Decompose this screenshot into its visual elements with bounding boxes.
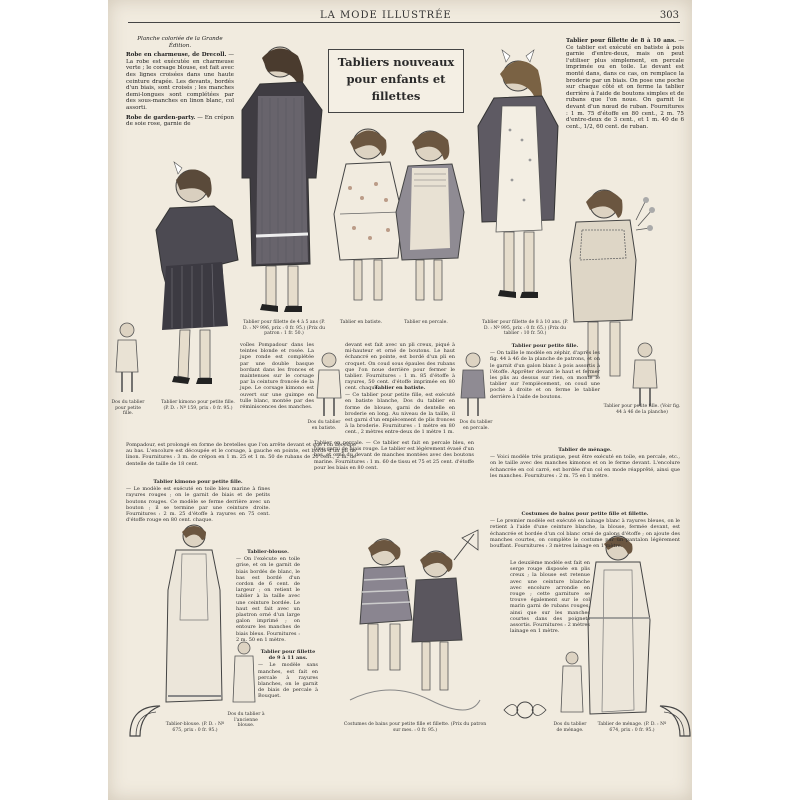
caption-dos-petite-fille: Dos du tablier pour petite fille.: [111, 400, 145, 417]
heading-kimono: Tablier kimono pour petite fille.: [153, 479, 243, 485]
title-line-1: Tabliers nouveaux: [337, 55, 455, 69]
text-batiste: [345, 384, 455, 434]
heading-tablier-blouse: Tablier-blouse.: [247, 549, 289, 555]
page-header: [120, 8, 685, 30]
plate-note: Planche coloriée de la Grande Édition.: [137, 36, 223, 49]
girl-dress-illustration: [152, 160, 247, 400]
caption-tablier-4-5: Tablier pour fillette de 4 à 5 ans (P. D. : Nº 996, prix : 0 fr. 95.) (Prix du patron : 1 fr. 50.): [242, 320, 326, 337]
body-tablier-blouse: — On l'exécute en toile grise, et on le garnit de biais bordés de blanc, le bas est bordé d'un cordon de 6 cent. de largeur ; on retient le tablier à la taille avec une ceinture bordée. Le haut est fait avec un plastron orné d'un large galon imprimé ; on entoure les manches de biais bleus. Fournitures : 2 m. 50 en 1 mètre.: [236, 556, 300, 643]
text-pompadour-prolonge: Pompadour, est prolongé en forme de bretelles que l'on arrête devant et que l'on découpe au bas. L'encolure est découpée et le corsage, à gauche en pointe, est bordé d'un pli de linon. Fournitures : 3 m. de crépon en 1 m. 25 et 1 m. 50 de rubans de 20 cent., 2 m. de dentelle de taille de 18 cent.: [126, 442, 356, 467]
right-column-text: [566, 38, 684, 130]
caption-tablier-menage: Tablier de ménage. (P. D. : Nº 674, prix : 0 fr. 95.): [597, 722, 667, 733]
robe-charmeuse-title: Robe en charmeuse, de Drecoll.: [126, 52, 227, 59]
ornament-left: [126, 700, 196, 740]
heading-menage: Tablier de ménage.: [558, 447, 612, 453]
heading-costumes-bains: Costumes de bains pour petite fille et fillette.: [521, 511, 649, 517]
back-view-percale: [458, 350, 488, 420]
text-percale: Tablier en percale. — Ce tablier est fait en percale bleu, en bleu garni de biais rouge. Le tablier est légèrement évasé d'un bas, et orné du devant de manches montées avec des boutons marine. Fournitures : 1 m. 60 de tissu et 75 et 25 cent. d'étoffe pour les biais en 80 cent.: [314, 440, 474, 471]
girl-long-apron-illustration: [474, 50, 564, 320]
bathing-costumes-illustration: [350, 530, 480, 720]
text-petite-fille: [490, 342, 600, 442]
body-kimono: — Le modèle est exécuté en toile bleu marine à fines rayures rouges ; on le garnit de biais et de petits boutons rouges. Ce modèle se ferme derrière avec un bouton ; il se termine par une ceinture droite. Fournitures : 2 m. 25 d'étoffe à rayures en 75 cent. d'étoffe rouge en 80 cent. chaque.: [126, 486, 270, 524]
tablier-8-10-text: — Ce tablier est exécuté en batiste à pois garnie d'entre-deux, mais on peut l'utiliser plus simplement, en percale imprimée ou en toile. Le devant est monté dans, dans ce cas, on remplace la broderie par un biais. On pose une poche sur chaque côté et on ferme la tablier derrière à l'aide de boutons simples et de rubans que l'on noue. On garnit le devant d'un nœud de ruban. Fournitures : 1 m. 75 d'étoffe en 80 cent., 2 m. 75 d'entre-deux de 3 cent., et 1 m. 40 de 6 cent., 1/2, 60 cent. de ruban.: [566, 38, 684, 130]
caption-dos-blouse: Dos du tablier à l'ancienne blouse.: [227, 712, 265, 729]
caption-dos-menage: Dos du tablier de ménage.: [553, 722, 587, 733]
text-costumes-bains: [490, 510, 680, 556]
text-deuxieme-modele: Le deuxième modèle est fait en serge rouge disposée en plis creux ; la blouse est retenue avec une ceinture blanche avec encolure arrondie en rouge ; cette garniture se trouve également sur le col marin garni de rubans rouges, ainsi que sur les manches courtes dans des poignets assortis. Fournitures : 2 mètres lainage en 1 mètre.: [510, 560, 590, 635]
robe-charmeuse-text: — La robe est exécutée en charmeuse verte ; le corsage blouse, est fait avec des lignes croisées dans une haute ceinture drapée. Les devants, bordés d'un biais, sont croisés ; les manches demi-longues sont complétées par des sous-manches en linon blanc, col assorti.: [126, 52, 235, 111]
caption-dos-batiste: Dos du tablier en batiste.: [307, 420, 341, 431]
ornament-right: [624, 700, 694, 740]
text-fillette-9-11: [258, 648, 318, 708]
text-menage: [490, 446, 680, 506]
back-view-batiste: [314, 350, 344, 420]
title-line-2: pour enfants et: [346, 72, 446, 86]
heading-petite-fille: Tablier pour petite fille.: [511, 343, 579, 349]
text-tablier-blouse: [236, 548, 300, 644]
caption-kimono: Tablier kimono pour petite fille. (P. D. : Nº 159, prix : 0 fr. 95.): [161, 400, 235, 411]
body-fillette-9-11: — Le modèle sans manches, est fait en percale à rayures blanches, on le garnit de biais de percale à Bouquet.: [258, 662, 318, 700]
page-number: 303: [659, 10, 679, 21]
back-view-blouse: [230, 640, 258, 710]
caption-tablier-8-10: Tablier pour fillette de 8 à 10 ans. (P. D. : Nº 995, prix : 0 fr. 65.) (Prix du tablier : 10 fr. 50.): [482, 320, 569, 337]
robe-garden-text: — En crépon de soie rose, garnie de: [126, 114, 234, 128]
section-title-box: [328, 49, 464, 113]
text-devant-pli: devant est fait avec un pli creux, piqué à mi-hauteur et orné de boutons. Le haut échancré en pointe, est bordé d'un pli en croquet. On coud sous épaules des rubans que l'on noue derrière pour fermer le tablier. Fournitures : 1 m. 85 d'étoffe à rayures, 50 cent. d'étoffe imprimée en 80 cent. chaque.: [345, 342, 455, 392]
caption-batiste: Tablier en batiste.: [339, 320, 383, 325]
left-column-text: [126, 36, 234, 128]
tall-girl-apron-illustration: [238, 38, 328, 318]
text-voiles-pompadour: voîles Pompadour dans les teintes blonde et rosée. La jupe ronde est complétée par une double basque bordant dans les fronces et maintenues sur le corsage par la ceinture froncée de la jupe. Le corsage kimono est ouvert sur une guimpe en tulle blanc, montée par des réminiscences des manches.: [240, 342, 314, 411]
tablier-blouse-illustration: [160, 520, 230, 720]
text-kimono: [126, 478, 270, 544]
body-menage: — Voici modèle très pratique, peut être exécuté en toile, en percale, etc., on le taille avec des manches kimonos et on le ferme devant. L'encolure échancrée en col carré, est bordée d'un col en mode réapprêté, ainsi que les manches. Fournitures : 2 m. 75 en 1 mètre.: [490, 454, 680, 479]
title-line-3: fillettes: [371, 89, 421, 103]
heading-batiste: Tablier en batiste.: [374, 385, 426, 391]
tablier-8-10-title: Tablier pour fillette de 8 à 10 ans.: [566, 38, 677, 44]
body-batiste: — Ce tablier pour petite fille, est exécuté en batiste blanche, Dos du tablier en forme de blouse, garni de dentelle en broderie en long. Au niveau de la taille, il est garni d'un empiècement de plis fronces à la broderie. Fournitures : 1 mètre en 80 cent., 2 mètres entre-deux de 1 mètre 1 m.: [345, 392, 455, 436]
back-view-small-girl: [630, 340, 660, 410]
header-rule: [128, 22, 680, 23]
caption-costumes-bains: Costumes de bains pour petite fille et fillette. (Prix du patron sur mes. : 0 fr. 95.): [343, 722, 487, 733]
back-view-figure-small: [112, 320, 142, 400]
caption-tablier-blouse: Tablier-blouse. (P. D. : Nº 675, prix : 0 fr. 95.): [165, 722, 225, 733]
caption-percale: Tablier en percale.: [404, 320, 448, 325]
caption-dos-percale: Dos du tablier en percale.: [459, 420, 493, 431]
body-costumes-bains: — Le premier modèle est exécuté en lainage blanc à rayures bleues, on le retient à l'aide d'une ceinture blanche, la blouse, fermée devant, est échancrée et bordée d'un col blanc orné de galons d'étoffe ; on ajoute des manches courtes, on complète le costume par un pantalon légèrement bouffant. Fournitures : 3 mètres lainage en 1 mètre.: [490, 518, 680, 550]
caption-petite-fille: Tablier pour petite fille. (Voir fig. 44 à 46 de la planche): [603, 404, 681, 415]
magazine-title: LA MODE ILLUSTRÉE: [320, 10, 452, 21]
heading-fillette-9-11: Tablier pour fillette de 9 à 11 ans.: [260, 649, 316, 662]
robe-garden-title: Robe de garden-party.: [126, 114, 196, 121]
two-little-girls-illustration: [330, 118, 470, 318]
floral-ornament: [500, 695, 550, 725]
body-petite-fille: — On taille le modèle en zéphir, d'après les fig. 44 à 46 de la planche de patrons, et on le garnit d'un galon blanc à pois assortis à l'étoffe. Apprêter devant le haut et fermer les plis au dessus sur rien, on monte le tablier sur l'empiècement, on coud une poche à droite et on ferme le tablier derrière à l'aide de boutons.: [490, 350, 600, 400]
